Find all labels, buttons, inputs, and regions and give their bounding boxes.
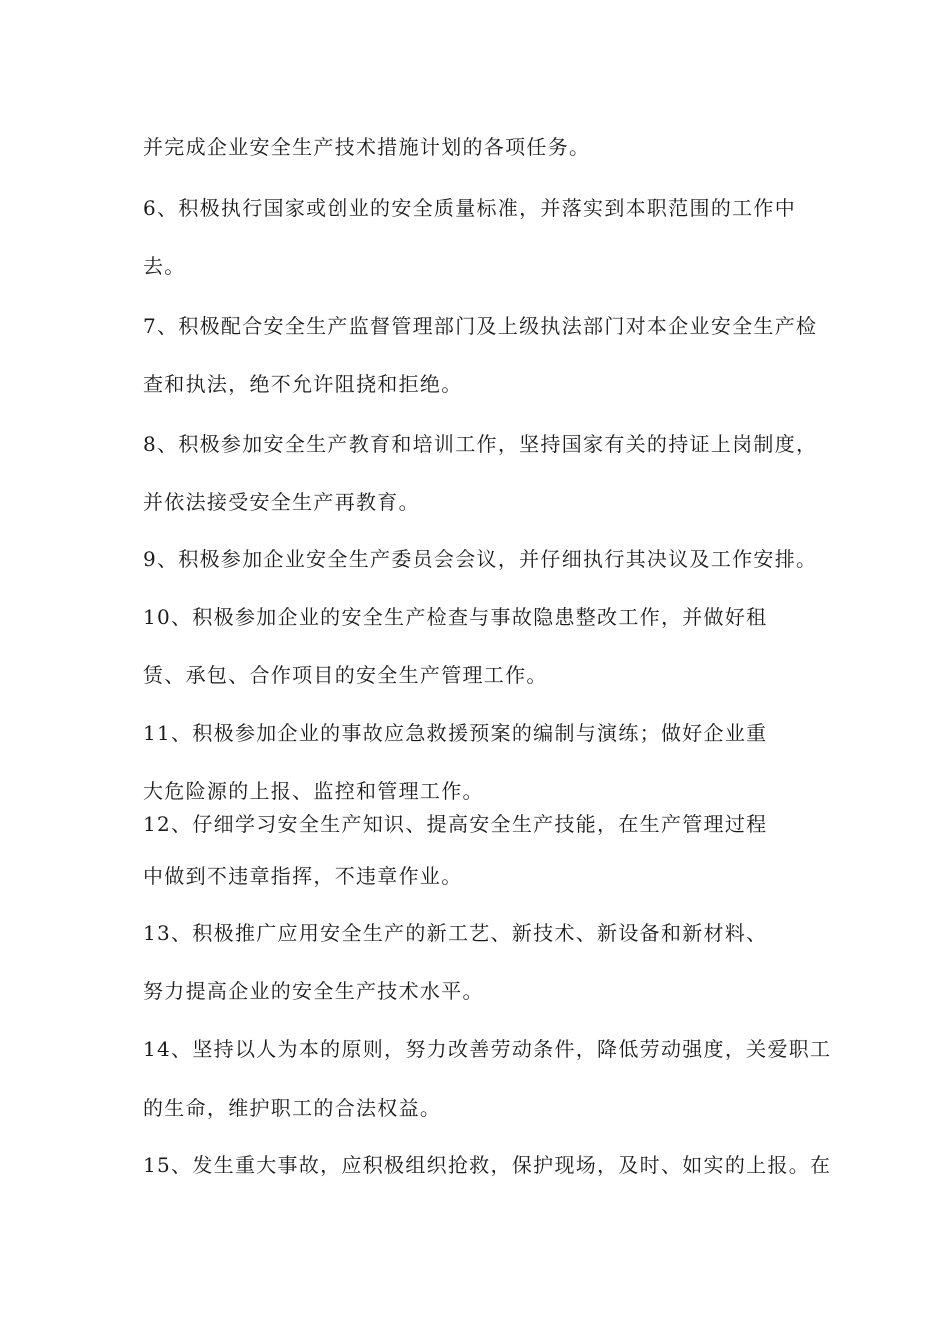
text-line-15: 13、积极推广应用安全生产的新工艺、新技术、新设备和新材料、	[143, 921, 768, 945]
text-line-9: 10、积极参加企业的安全生产检查与事故隐患整改工作，并做好租	[143, 605, 768, 629]
text-line-16: 努力提高企业的安全生产技术水平。	[143, 979, 484, 1003]
text-line-18: 的生命，维护职工的合法权益。	[143, 1096, 442, 1120]
text-line-2: 6、积极执行国家或创业的安全质量标准，并落实到本职范围的工作中	[143, 196, 797, 220]
text-line-19: 15、发生重大事故，应积极组织抢救，保护现场，及时、如实的上报。在	[143, 1153, 832, 1177]
text-line-4: 7、积极配合安全生产监督管理部门及上级执法部门对本企业安全生产检	[143, 314, 818, 338]
text-line-17: 14、坚持以人为本的原则，努力改善劳动条件，降低劳动强度，关爱职工	[143, 1037, 832, 1061]
text-line-14: 中做到不违章指挥，不违章作业。	[143, 864, 463, 888]
text-line-8: 9、积极参加企业安全生产委员会会议，并仔细执行其决议及工作安排。	[143, 547, 818, 571]
text-line-11: 11、积极参加企业的事故应急救援预案的编制与演练；做好企业重	[143, 721, 768, 745]
text-line-13: 12、仔细学习安全生产知识、提高安全生产技能，在生产管理过程	[143, 812, 768, 836]
text-line-1: 并完成企业安全生产技术措施计划的各项任务。	[143, 135, 591, 159]
text-line-3: 去。	[143, 254, 186, 278]
text-line-12: 大危险源的上报、监控和管理工作。	[143, 779, 484, 803]
text-line-6: 8、积极参加安全生产教育和培训工作，坚持国家有关的持证上岗制度，	[143, 432, 818, 456]
text-line-5: 查和执法，绝不允许阻挠和拒绝。	[143, 372, 463, 396]
text-line-10: 赁、承包、合作项目的安全生产管理工作。	[143, 663, 548, 687]
text-line-7: 并依法接受安全生产再教育。	[143, 490, 420, 514]
